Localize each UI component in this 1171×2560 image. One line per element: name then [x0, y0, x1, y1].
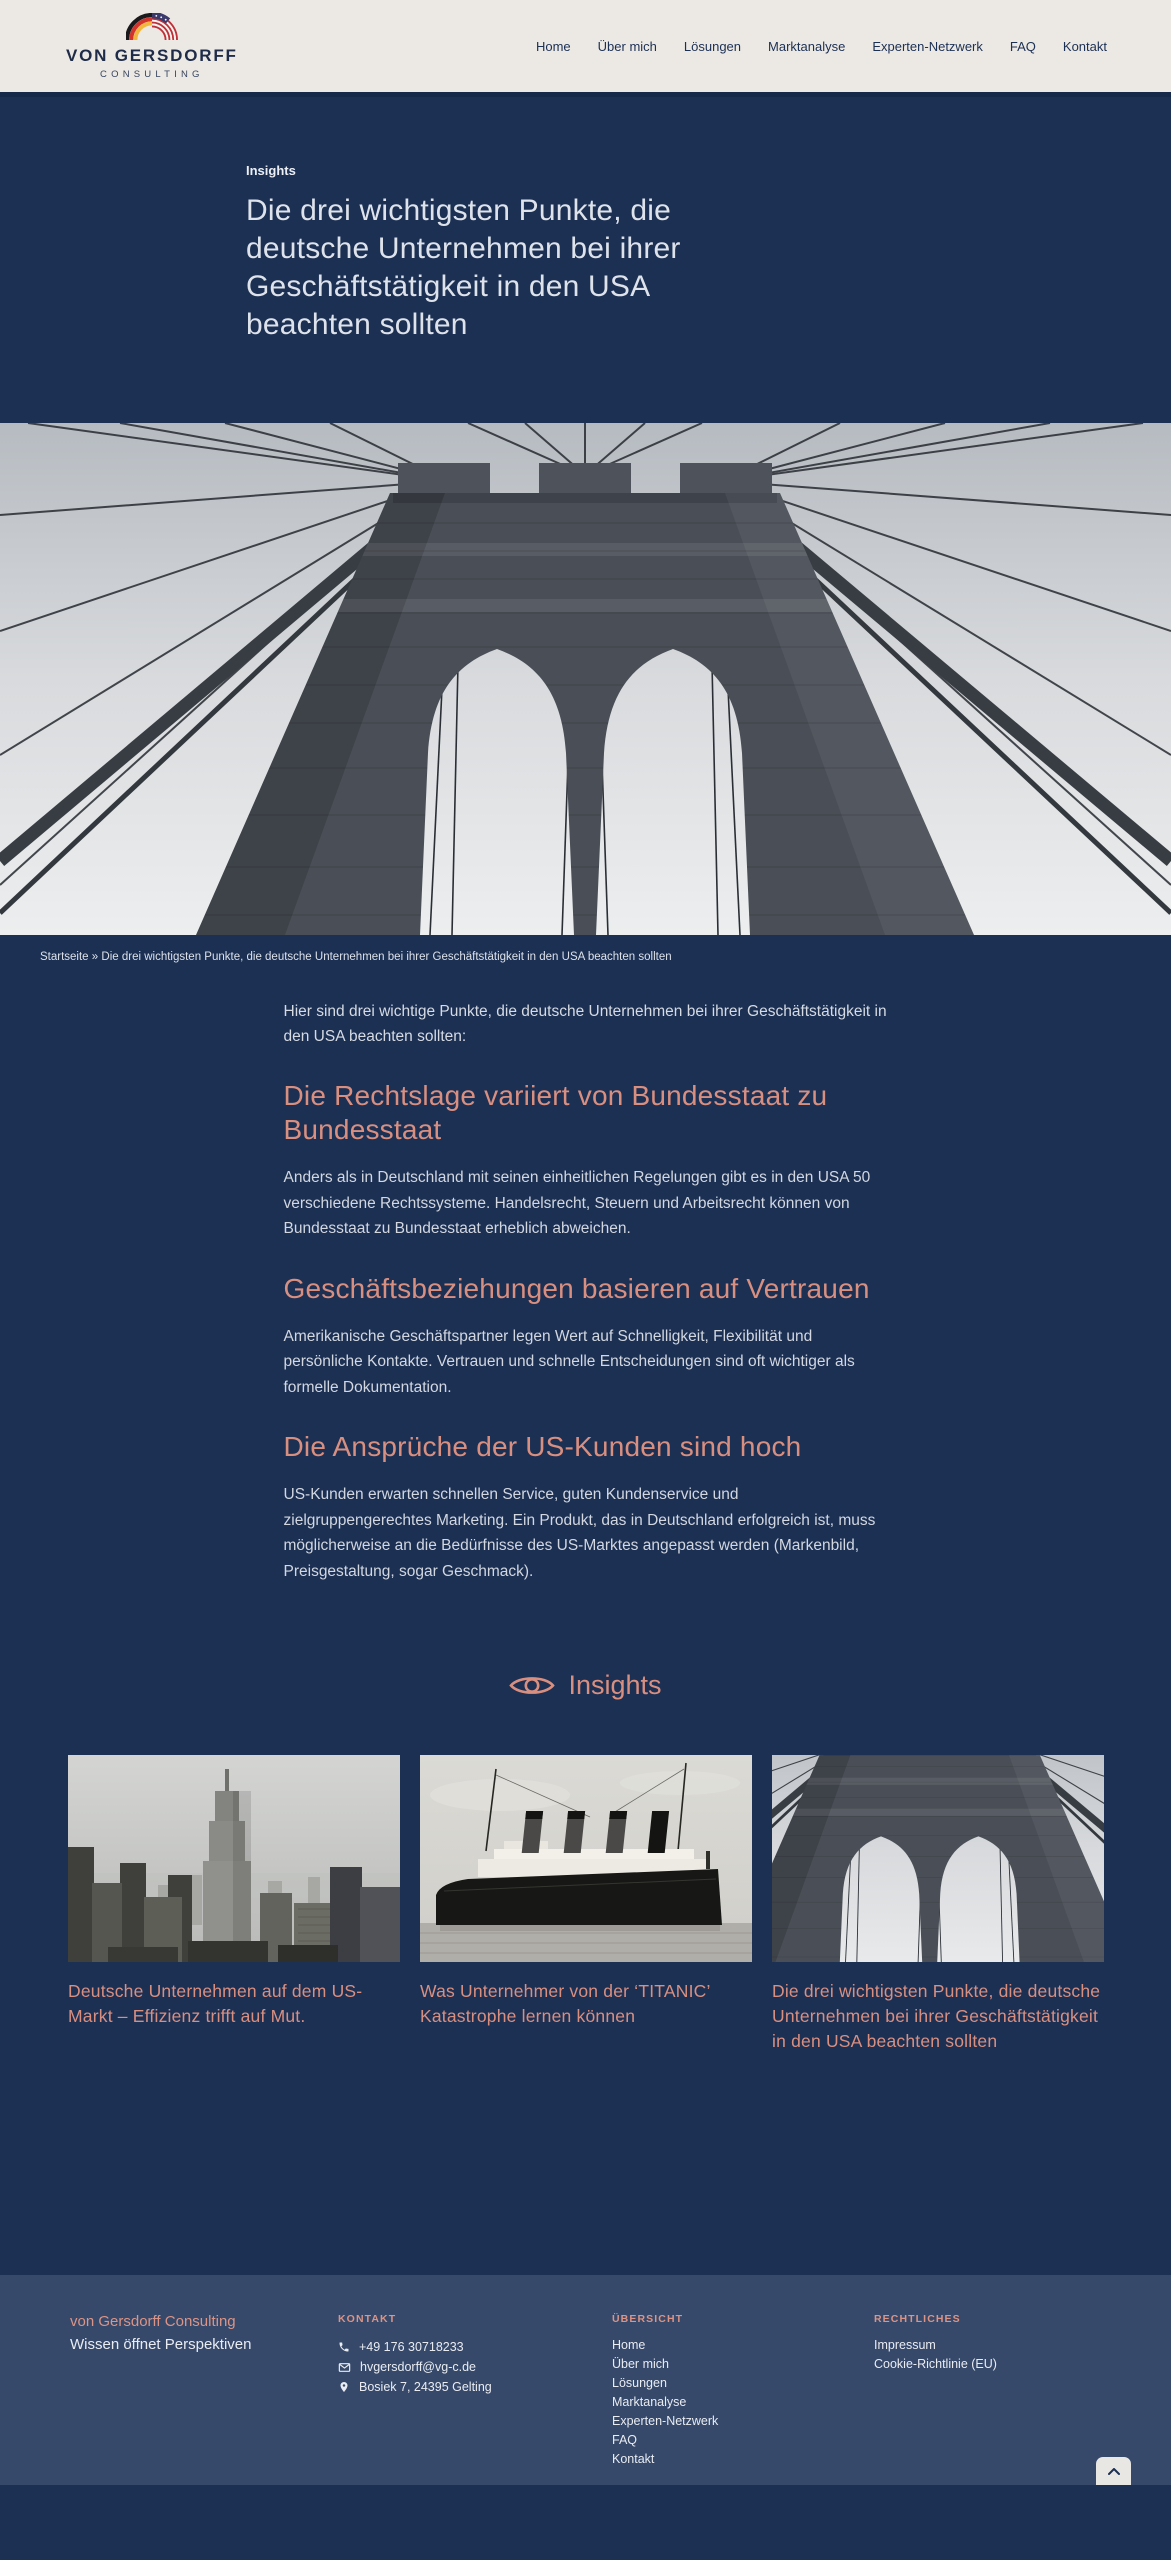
german-american-arch-logo-icon — [126, 13, 178, 42]
envelope-icon — [338, 2361, 351, 2374]
breadcrumb-current: Die drei wichtigsten Punkte, die deutsche Unternehmen bei ihrer Geschäftstätigkeit in den USA beachten sollten — [101, 951, 672, 963]
footer-link-ueber-mich[interactable]: Über mich — [612, 2357, 669, 2371]
breadcrumb-separator: » — [91, 951, 99, 963]
breadcrumb-home-link[interactable]: Startseite — [40, 951, 89, 963]
scroll-to-top-button[interactable] — [1096, 2457, 1131, 2485]
brooklyn-bridge-image — [772, 1755, 1104, 1962]
footer-brand-name[interactable]: von Gersdorff Consulting — [70, 2313, 236, 2330]
phone-icon — [338, 2341, 350, 2353]
footer-link-faq[interactable]: FAQ — [612, 2433, 638, 2447]
footer-brand-column — [70, 2313, 251, 2353]
chevron-up-icon — [1108, 2468, 1120, 2475]
footer-phone-link[interactable] — [338, 2337, 492, 2357]
footer-link-impressum[interactable]: Impressum — [874, 2338, 936, 2352]
section-body-3: US-Kunden erwarten schnellen Service, guten Kundenservice und zielgruppengerechtes Marketing. Ein Produkt, das in Deutschland erfolgreich ist, muss möglicherweise an die Bedürfnisse des US-Marktes angepasst werden (Markenbild, Preisgestaltung, sogar Geschmack). — [283, 1486, 876, 1580]
site-header — [0, 0, 1171, 97]
insights-card-row — [68, 1755, 1103, 2054]
article-intro: Hier sind drei wichtige Punkte, die deutsche Unternehmen bei ihrer Geschäftstätigkeit in den USA beachten sollten: — [283, 1003, 887, 1045]
footer-link-kontakt[interactable]: Kontakt — [612, 2452, 655, 2466]
footer-link-loesungen[interactable]: Lösungen — [612, 2376, 667, 2390]
footer-address-text: Bosiek 7, 24395 Gelting — [359, 2380, 492, 2394]
footer-phone-text: +49 176 30718233 — [359, 2340, 464, 2354]
brooklyn-bridge-hero-image — [0, 423, 1171, 935]
footer-email-link[interactable] — [338, 2357, 492, 2377]
insight-card-titanic[interactable] — [420, 1755, 752, 2054]
footer-contact-column — [338, 2313, 492, 2397]
article-body — [284, 999, 888, 1584]
nav-item-home[interactable]: Home — [535, 38, 571, 54]
main-nav — [536, 39, 1107, 54]
site-logo[interactable] — [66, 13, 238, 80]
hero-section — [0, 97, 1171, 423]
footer-bottom-strip — [0, 2485, 1171, 2555]
footer-link-experten-netzwerk[interactable]: Experten-Netzwerk — [612, 2414, 719, 2428]
nav-item-experten-netzwerk[interactable]: Experten-Netzwerk — [872, 38, 983, 54]
insight-card-title[interactable]: Die drei wichtigsten Punkte, die deutsche Unternehmen bei ihrer Geschäftstätigkeit in den USA beachten sollten — [772, 1981, 1101, 2051]
logo-subtitle: CONSULTING — [100, 68, 204, 80]
section-heading-2: Geschäftsbeziehungen basieren auf Vertrauen — [283, 1272, 870, 1304]
map-pin-icon — [338, 2381, 350, 2393]
footer-overview-heading: ÜBERSICHT — [612, 2313, 684, 2325]
article-section — [0, 935, 1171, 2275]
section-body-2: Amerikanische Geschäftspartner legen Wert auf Schnelligkeit, Flexibilität und persönliche Kontakte. Vertrauen und schnelle Entscheidungen sind oft wichtiger als formelle Dokumentation. — [283, 1327, 855, 1396]
footer-contact-heading: KONTAKT — [338, 2313, 397, 2325]
nav-item-kontakt[interactable]: Kontakt — [1062, 38, 1107, 54]
footer-link-marktanalyse[interactable]: Marktanalyse — [612, 2395, 687, 2409]
nav-item-marktanalyse[interactable]: Marktanalyse — [768, 38, 846, 54]
nav-item-loesungen[interactable]: Lösungen — [683, 38, 742, 54]
nav-item-faq[interactable]: FAQ — [1009, 38, 1036, 54]
insight-card-title[interactable]: Deutsche Unternehmen auf dem US-Markt – Effizienz trifft auf Mut. — [68, 1981, 363, 2026]
eye-icon — [509, 1672, 555, 1699]
footer-legal-heading: RECHTLICHES — [874, 2313, 961, 2325]
site-footer — [0, 2275, 1171, 2485]
titanic-ship-image — [420, 1755, 752, 1962]
logo-name: VON GERSDORFF — [66, 45, 238, 65]
insights-section-header — [0, 1670, 1171, 1701]
footer-overview-column — [612, 2313, 718, 2469]
section-heading-3: Die Ansprüche der US-Kunden sind hoch — [283, 1431, 802, 1462]
insights-section-title: Insights — [568, 1670, 662, 1700]
footer-link-cookie-richtlinie[interactable]: Cookie-Richtlinie (EU) — [874, 2357, 997, 2371]
hero-eyebrow: Insights — [246, 163, 296, 178]
footer-address-link[interactable] — [338, 2377, 492, 2397]
footer-tagline: Wissen öffnet Perspektiven — [70, 2336, 252, 2353]
footer-email-text: hvgersdorff@vg-c.de — [360, 2360, 476, 2374]
page-title: Die drei wichtigsten Punkte, die deutsche Unternehmen bei ihrer Geschäftstätigkeit in den USA beachten sollten — [246, 194, 681, 341]
breadcrumb — [40, 951, 1171, 963]
section-heading-1: Die Rechtslage variiert von Bundesstaat zu Bundesstaat — [283, 1080, 828, 1145]
footer-link-home[interactable]: Home — [612, 2338, 646, 2352]
section-body-1: Anders als in Deutschland mit seinen einheitlichen Regelungen gibt es in den USA 50 verschiedene Rechtssysteme. Handelsrecht, Steuern und Arbeitsrecht können von Bundesstaat zu Bundesstaat erheblich abweichen. — [283, 1169, 871, 1237]
insight-card-title[interactable]: Was Unternehmer von der ‘TITANIC’ Katastrophe lernen können — [420, 1981, 710, 2026]
new-york-skyline-image — [68, 1755, 400, 1962]
insight-card-us-markt[interactable] — [68, 1755, 400, 2054]
nav-item-ueber-mich[interactable]: Über mich — [597, 38, 657, 54]
insight-card-drei-punkte[interactable] — [772, 1755, 1104, 2054]
footer-legal-column — [874, 2313, 997, 2374]
